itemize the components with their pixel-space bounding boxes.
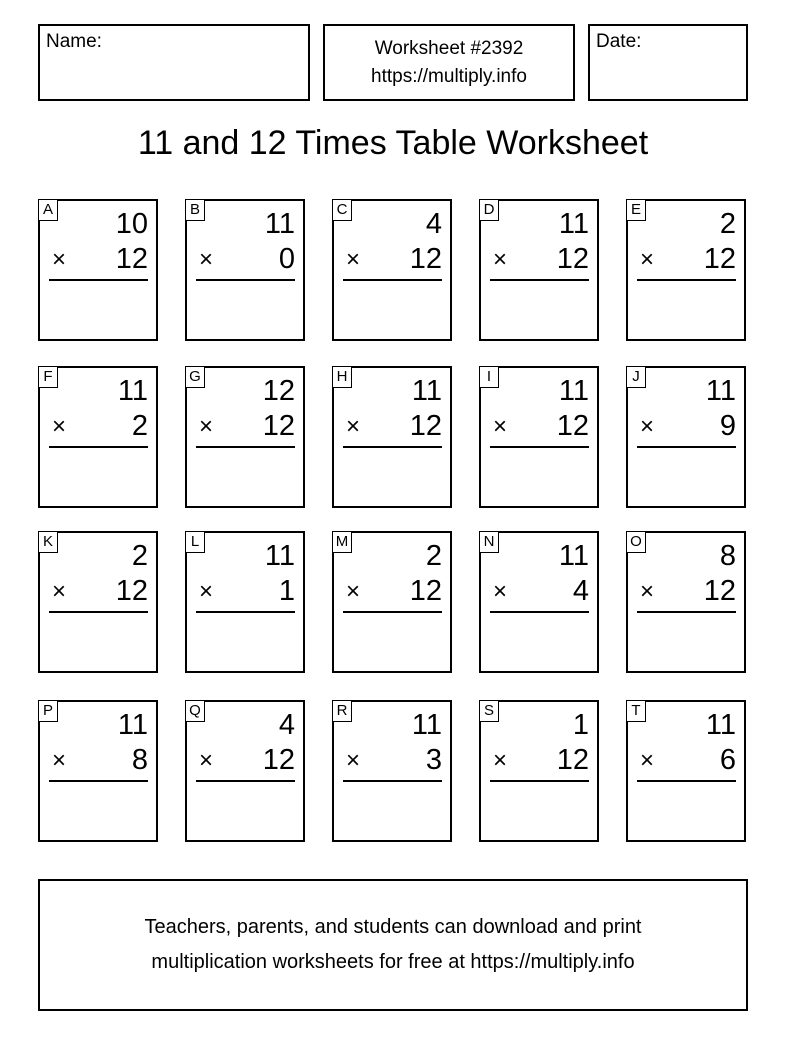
- problem-letter: F: [38, 366, 58, 388]
- multiplier: 12: [409, 243, 442, 275]
- page-title: 11 and 12 Times Table Worksheet: [137, 124, 649, 162]
- multiplicand: 4: [278, 709, 295, 741]
- footer-box: [38, 879, 748, 1011]
- times-sign: ×: [346, 413, 361, 440]
- problem-letter: I: [479, 366, 499, 388]
- multiplier: 12: [703, 243, 736, 275]
- times-sign: ×: [640, 413, 655, 440]
- multiplier: 9: [719, 410, 736, 442]
- multiplicand: 2: [425, 540, 442, 572]
- answer-line: [49, 446, 148, 448]
- problem-letter: H: [332, 366, 352, 388]
- multiplicand: 12: [262, 375, 295, 407]
- problem-card[interactable]: [38, 531, 158, 673]
- problem-letter: O: [626, 531, 646, 553]
- problem-letter: L: [185, 531, 205, 553]
- multiplier: 12: [556, 744, 589, 776]
- footer-line-2: multiplication worksheets for free at https://multiply.info: [151, 951, 635, 973]
- problem-card[interactable]: [626, 366, 746, 508]
- multiplier: 12: [703, 575, 736, 607]
- problem-card[interactable]: [38, 199, 158, 341]
- times-sign: ×: [493, 413, 508, 440]
- problem-card[interactable]: [185, 366, 305, 508]
- footer-line-1: Teachers, parents, and students can download and print: [144, 916, 642, 938]
- date-label: Date:: [596, 31, 642, 52]
- multiplicand: 2: [719, 208, 736, 240]
- times-sign: ×: [346, 747, 361, 774]
- problem-letter: R: [332, 700, 352, 722]
- problem-card[interactable]: [479, 700, 599, 842]
- multiplier: 12: [115, 243, 148, 275]
- answer-line: [637, 446, 736, 448]
- problem-letter: D: [479, 199, 499, 221]
- answer-line: [196, 780, 295, 782]
- problem-letter: G: [185, 366, 205, 388]
- problem-letter: Q: [185, 700, 205, 722]
- multiplier: 12: [262, 410, 295, 442]
- times-sign: ×: [52, 246, 67, 273]
- multiplier: 12: [115, 575, 148, 607]
- multiplier: 12: [556, 410, 589, 442]
- worksheet-url: https://multiply.info: [371, 66, 527, 87]
- times-sign: ×: [199, 578, 214, 605]
- multiplicand: 11: [264, 208, 295, 240]
- answer-line: [490, 446, 589, 448]
- date-field-box[interactable]: [588, 24, 748, 101]
- problem-card[interactable]: [332, 531, 452, 673]
- multiplicand: 1: [572, 709, 589, 741]
- problem-letter: N: [479, 531, 499, 553]
- times-sign: ×: [493, 747, 508, 774]
- name-label: Name:: [46, 31, 102, 52]
- times-sign: ×: [52, 413, 67, 440]
- problem-card[interactable]: [626, 531, 746, 673]
- answer-line: [343, 279, 442, 281]
- problem-card[interactable]: [332, 366, 452, 508]
- answer-line: [196, 279, 295, 281]
- multiplicand: 11: [558, 208, 589, 240]
- times-sign: ×: [493, 578, 508, 605]
- multiplier: 6: [719, 744, 736, 776]
- times-sign: ×: [52, 747, 67, 774]
- problem-letter: S: [479, 700, 499, 722]
- problem-letter: B: [185, 199, 205, 221]
- problem-card[interactable]: [332, 700, 452, 842]
- problem-letter: J: [626, 366, 646, 388]
- answer-line: [196, 611, 295, 613]
- answer-line: [637, 780, 736, 782]
- problem-letter: T: [626, 700, 646, 722]
- problem-card[interactable]: [185, 531, 305, 673]
- problem-card[interactable]: [479, 199, 599, 341]
- times-sign: ×: [346, 246, 361, 273]
- problem-card[interactable]: [38, 700, 158, 842]
- multiplicand: 11: [558, 540, 589, 572]
- times-sign: ×: [640, 747, 655, 774]
- times-sign: ×: [199, 747, 214, 774]
- multiplier: 12: [409, 410, 442, 442]
- multiplicand: 10: [115, 208, 148, 240]
- multiplier: 12: [556, 243, 589, 275]
- multiplicand: 11: [558, 375, 589, 407]
- multiplicand: 11: [705, 709, 736, 741]
- multiplicand: 11: [705, 375, 736, 407]
- problem-card[interactable]: [626, 700, 746, 842]
- multiplicand: 11: [264, 540, 295, 572]
- multiplicand: 11: [117, 375, 148, 407]
- multiplier: 0: [278, 243, 295, 275]
- name-field-box[interactable]: [38, 24, 310, 101]
- problem-letter: K: [38, 531, 58, 553]
- problem-card[interactable]: [332, 199, 452, 341]
- problem-letter: P: [38, 700, 58, 722]
- multiplier: 4: [572, 575, 589, 607]
- problem-letter: C: [332, 199, 352, 221]
- times-sign: ×: [199, 246, 214, 273]
- answer-line: [49, 279, 148, 281]
- problem-letter: A: [38, 199, 58, 221]
- times-sign: ×: [640, 246, 655, 273]
- multiplicand: 4: [425, 208, 442, 240]
- problem-card[interactable]: [185, 199, 305, 341]
- times-sign: ×: [640, 578, 655, 605]
- times-sign: ×: [199, 413, 214, 440]
- problem-card[interactable]: [185, 700, 305, 842]
- worksheet-info-box: [323, 24, 575, 101]
- answer-line: [49, 780, 148, 782]
- multiplier: 2: [131, 410, 148, 442]
- multiplicand: 11: [411, 375, 442, 407]
- multiplicand: 11: [411, 709, 442, 741]
- answer-line: [637, 611, 736, 613]
- problem-letter: E: [626, 199, 646, 221]
- times-sign: ×: [346, 578, 361, 605]
- times-sign: ×: [52, 578, 67, 605]
- problem-card[interactable]: [38, 366, 158, 508]
- answer-line: [196, 446, 295, 448]
- answer-line: [343, 446, 442, 448]
- multiplier: 1: [278, 575, 295, 607]
- times-sign: ×: [493, 246, 508, 273]
- answer-line: [343, 780, 442, 782]
- answer-line: [490, 611, 589, 613]
- multiplier: 3: [425, 744, 442, 776]
- answer-line: [490, 780, 589, 782]
- multiplier: 8: [131, 744, 148, 776]
- multiplier: 12: [409, 575, 442, 607]
- problem-card[interactable]: [479, 531, 599, 673]
- problem-letter: M: [332, 531, 352, 553]
- answer-line: [637, 279, 736, 281]
- problem-card[interactable]: [479, 366, 599, 508]
- answer-line: [49, 611, 148, 613]
- answer-line: [490, 279, 589, 281]
- multiplicand: 11: [117, 709, 148, 741]
- multiplicand: 2: [131, 540, 148, 572]
- multiplicand: 8: [719, 540, 736, 572]
- answer-line: [343, 611, 442, 613]
- problem-card[interactable]: [626, 199, 746, 341]
- worksheet-number: Worksheet #2392: [374, 38, 524, 59]
- multiplier: 12: [262, 744, 295, 776]
